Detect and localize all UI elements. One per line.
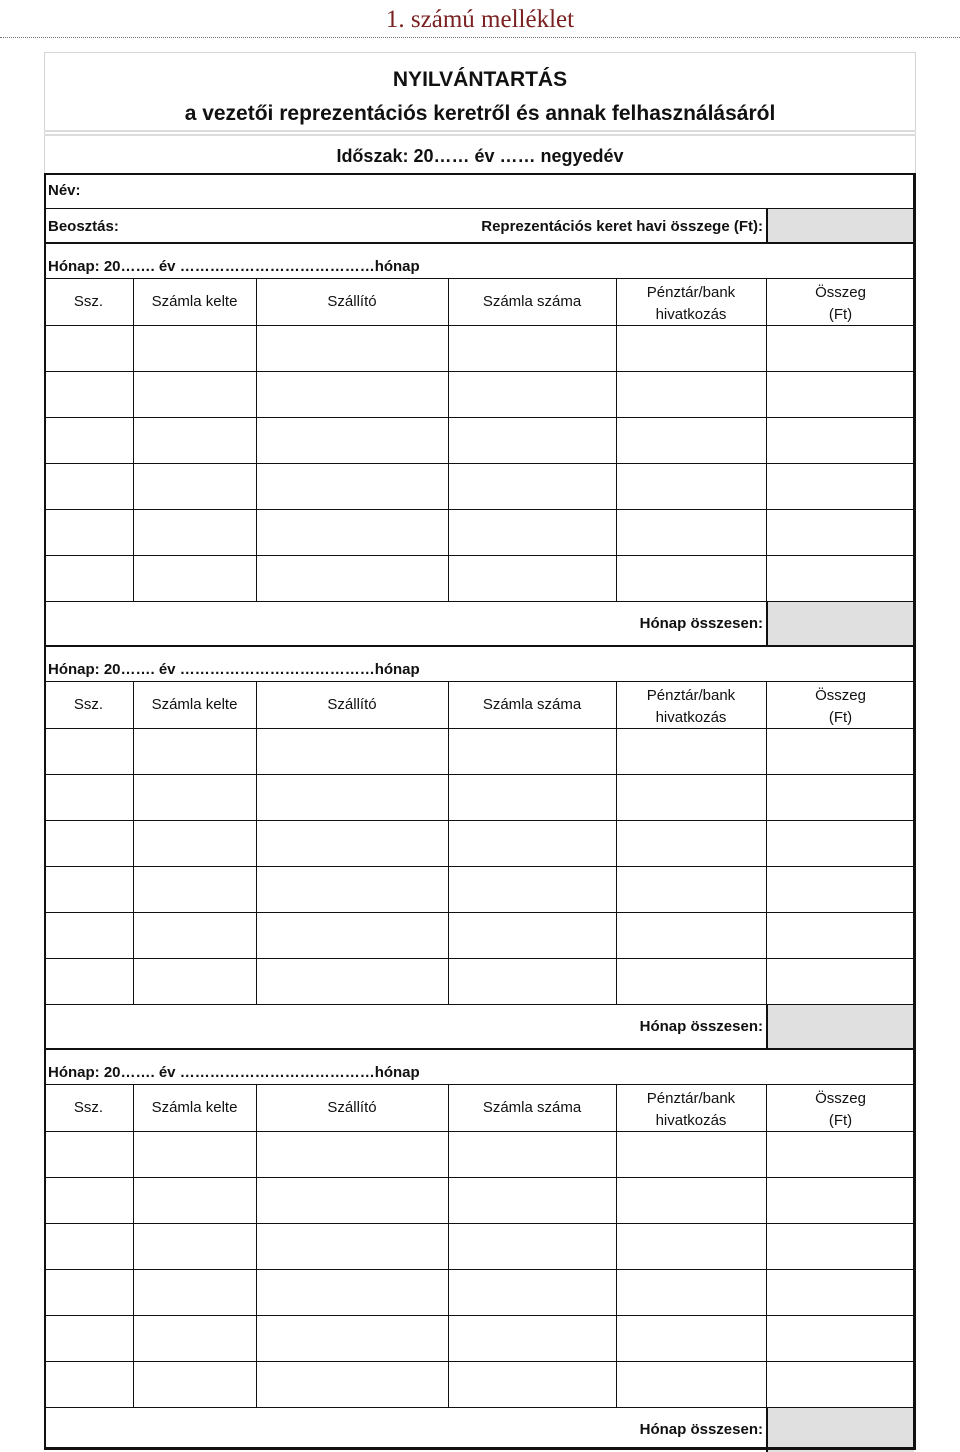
light-rule bbox=[44, 134, 916, 136]
month-label: Hónap: 20……. év …………………………………hónap bbox=[48, 661, 420, 678]
month-total-field[interactable] bbox=[768, 1408, 914, 1452]
column-header-szallito: Szállító bbox=[327, 696, 377, 713]
position-label: Beosztás: bbox=[48, 218, 119, 235]
monthly-limit-label: Reprezentációs keret havi összege (Ft): bbox=[481, 218, 763, 235]
column-header-szamla-szama: Számla száma bbox=[482, 696, 582, 713]
table-row[interactable] bbox=[46, 1132, 913, 1177]
rule bbox=[44, 1048, 916, 1050]
column-header-penztar-bank: Pénztár/bank hivatkozás bbox=[646, 687, 736, 726]
table-row[interactable] bbox=[46, 464, 913, 509]
frame-left-border bbox=[44, 173, 46, 1450]
month-label: Hónap: 20……. év …………………………………hónap bbox=[48, 258, 420, 275]
column-header-szamla-kelte: Számla kelte bbox=[151, 293, 238, 310]
rule bbox=[44, 1084, 916, 1085]
rule bbox=[44, 681, 916, 682]
period-line: Időszak: 20…… év …… negyedév bbox=[336, 146, 624, 166]
rule bbox=[44, 278, 916, 279]
light-rule bbox=[44, 130, 916, 132]
frame-bottom-border bbox=[44, 1447, 916, 1450]
table-row[interactable] bbox=[46, 372, 913, 417]
column-header-ssz: Ssz. bbox=[73, 293, 104, 310]
monthly-limit-field[interactable] bbox=[767, 209, 914, 242]
table-row[interactable] bbox=[46, 775, 913, 820]
table-row[interactable] bbox=[46, 1270, 913, 1315]
month-label: Hónap: 20……. év …………………………………hónap bbox=[48, 1064, 420, 1081]
form-subtitle: a vezetői reprezentációs keretről és annak felhasználásáról bbox=[184, 102, 776, 125]
table-row[interactable] bbox=[46, 510, 913, 555]
table-row[interactable] bbox=[46, 821, 913, 866]
column-header-szallito: Szállító bbox=[327, 293, 377, 310]
rule bbox=[766, 209, 768, 242]
form-title: NYILVÁNTARTÁS bbox=[392, 68, 568, 91]
column-header-szallito: Szállító bbox=[327, 1099, 377, 1116]
document-header bbox=[0, 0, 960, 40]
rule bbox=[44, 645, 916, 647]
table-row[interactable] bbox=[46, 1316, 913, 1361]
rule bbox=[44, 173, 916, 175]
table-row[interactable] bbox=[46, 1178, 913, 1223]
table-row[interactable] bbox=[46, 326, 913, 371]
column-header-szamla-szama: Számla száma bbox=[482, 293, 582, 310]
header-dotted-rule bbox=[0, 37, 960, 38]
column-header-osszeg: Összeg (Ft) bbox=[815, 1090, 866, 1129]
table-row[interactable] bbox=[46, 556, 913, 601]
attachment-label: 1. számú melléklet bbox=[385, 6, 575, 33]
month-total-label: Hónap összesen: bbox=[639, 1421, 763, 1438]
column-header-penztar-bank: Pénztár/bank hivatkozás bbox=[646, 284, 736, 323]
column-header-szamla-szama: Számla száma bbox=[482, 1099, 582, 1116]
column-divider bbox=[766, 602, 768, 646]
table-row[interactable] bbox=[46, 913, 913, 958]
table-row[interactable] bbox=[46, 418, 913, 463]
table-row[interactable] bbox=[46, 867, 913, 912]
column-divider bbox=[766, 1408, 768, 1452]
table-row[interactable] bbox=[46, 729, 913, 774]
column-divider bbox=[766, 1005, 768, 1049]
month-total-label: Hónap összesen: bbox=[639, 615, 763, 632]
column-header-ssz: Ssz. bbox=[73, 696, 104, 713]
table-row[interactable] bbox=[46, 1362, 913, 1407]
month-total-field[interactable] bbox=[768, 1005, 914, 1049]
frame-right-border bbox=[913, 173, 916, 1450]
column-header-penztar-bank: Pénztár/bank hivatkozás bbox=[646, 1090, 736, 1129]
column-header-szamla-kelte: Számla kelte bbox=[151, 1099, 238, 1116]
table-row[interactable] bbox=[46, 959, 913, 1004]
name-label: Név: bbox=[48, 182, 81, 199]
month-total-field[interactable] bbox=[768, 602, 914, 646]
column-header-osszeg: Összeg (Ft) bbox=[815, 284, 866, 323]
month-total-label: Hónap összesen: bbox=[639, 1018, 763, 1035]
column-header-szamla-kelte: Számla kelte bbox=[151, 696, 238, 713]
column-header-ssz: Ssz. bbox=[73, 1099, 104, 1116]
rule bbox=[44, 242, 916, 244]
table-row[interactable] bbox=[46, 1224, 913, 1269]
column-header-osszeg: Összeg (Ft) bbox=[815, 687, 866, 726]
